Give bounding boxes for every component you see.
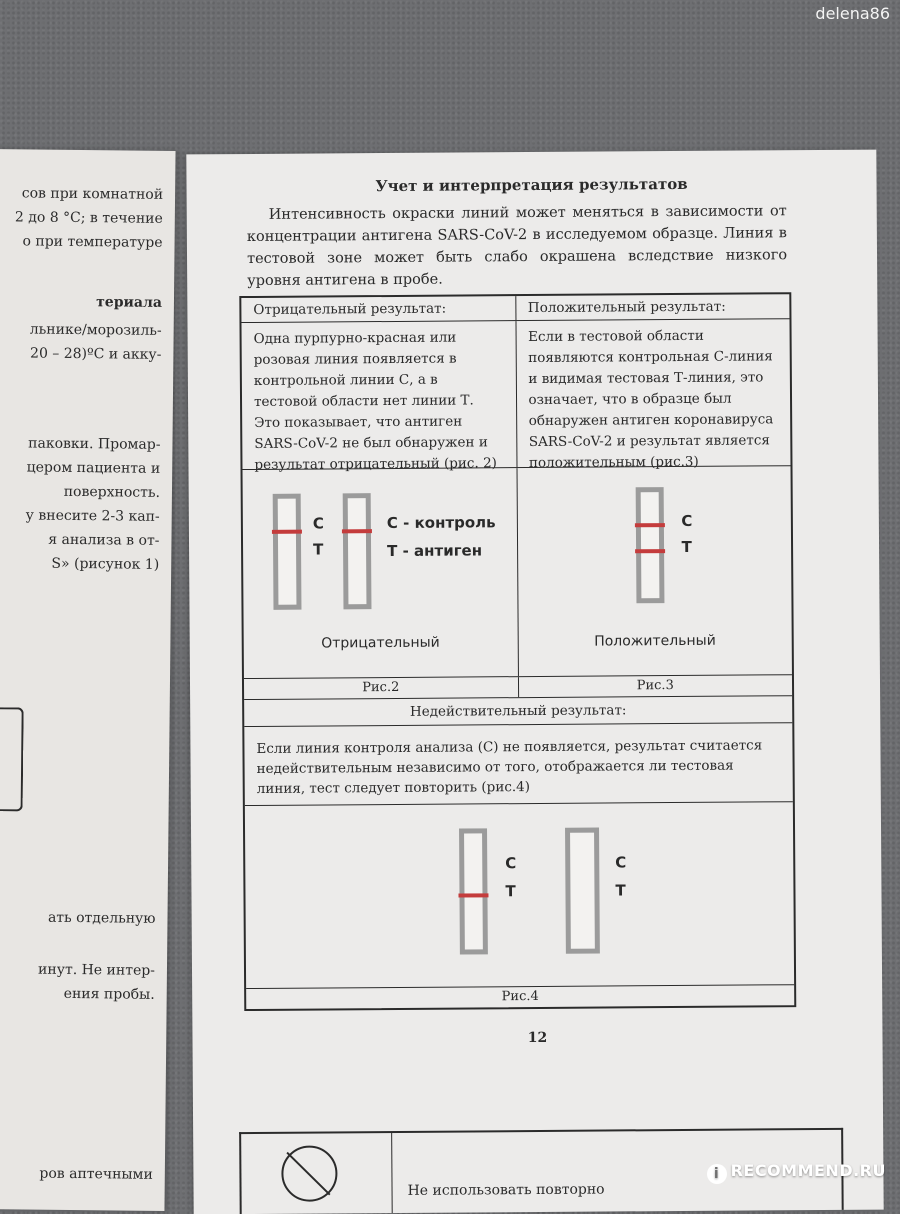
test-band xyxy=(635,549,665,553)
table-header-row xyxy=(241,294,789,323)
left-text-line: поверхность. xyxy=(63,483,161,501)
positive-figure xyxy=(516,466,792,676)
test-strip xyxy=(565,828,600,954)
negative-caption: Отрицательный xyxy=(321,634,440,652)
test-strip xyxy=(459,828,488,954)
left-heading: териала xyxy=(96,294,163,311)
positive-caption: Положительный xyxy=(594,632,716,650)
intro-paragraph xyxy=(247,200,788,292)
left-text-line: S» (рисунок 1) xyxy=(51,555,160,573)
t-label: Т xyxy=(505,882,516,901)
t-label: Т xyxy=(615,881,626,900)
do-not-reuse-icon xyxy=(281,1145,337,1201)
invalid-header: Недействительный результат: xyxy=(409,702,627,720)
table-figure-row xyxy=(243,466,792,679)
test-strip xyxy=(635,487,664,603)
left-text-line: льнике/морозиль- xyxy=(29,321,162,339)
t-label: Т xyxy=(313,540,324,559)
t-label: Т xyxy=(681,537,692,556)
left-text-line: инут. Не интер- xyxy=(38,961,156,979)
left-text-line: я анализа в от- xyxy=(48,531,160,549)
recommend-text: RECOMMEND.RU xyxy=(730,1161,886,1180)
control-legend: С - контроль xyxy=(386,513,496,533)
fig3-label: Рис.3 xyxy=(517,675,792,697)
left-figure-box xyxy=(0,707,24,811)
test-strip xyxy=(273,494,302,610)
left-text-line: ров аптечными xyxy=(39,1165,153,1183)
negative-header: Отрицательный результат: xyxy=(253,300,447,318)
test-strip xyxy=(343,493,372,609)
left-text-line: ать отдельную xyxy=(47,909,156,927)
invalid-figure xyxy=(245,802,794,988)
antigen-legend: Т - антиген xyxy=(387,541,483,561)
table-description-row xyxy=(241,319,790,473)
c-label: С xyxy=(681,511,693,530)
fig2-label: Рис.2 xyxy=(362,679,400,696)
left-text-line: паковки. Промар- xyxy=(28,435,161,453)
negative-description: Одна пурпурно-красная или розовая линия появляется в контрольной линии С, а в тестовой области нет линии Т. Это показывает, что антиген SARS-CoV-2 не был обнаружен и результат отрицательный (рис. 2) xyxy=(253,329,497,473)
invalid-header-row xyxy=(244,696,792,727)
left-text-line: у внесите 2-3 кап- xyxy=(25,507,160,525)
invalid-caption-row xyxy=(246,985,794,1009)
c-label: С xyxy=(505,854,517,873)
left-text-line: о при температуре xyxy=(22,233,163,251)
section-title: Учет и интерпретация результатов xyxy=(375,174,688,196)
invalid-figure-row xyxy=(245,802,794,989)
left-text-line: сов при комнатной xyxy=(21,185,164,203)
control-band xyxy=(272,530,302,534)
intro-text: Интенсивность окраски линий может меняться в зависимости от концентрации антигена SARS-CoV-2 в исследуемом образце. Линия в тестовой зоне может быть слабо окрашена вследствие низкого уровня антигена в пробе. xyxy=(246,203,788,289)
left-text-line: ения пробы. xyxy=(63,985,155,1003)
c-label: С xyxy=(615,853,627,872)
left-text-line: 20 – 28)ºС и акку- xyxy=(29,345,162,363)
recommend-watermark xyxy=(707,1161,886,1184)
control-band xyxy=(634,523,664,527)
page-number: 12 xyxy=(527,1029,548,1047)
invalid-description-row xyxy=(244,723,793,806)
positive-description: Если в тестовой области появляются контрольная С-линия и видимая тестовая Т-линия, это означает, что в образце был обнаружен антиген коронавируса SARS-CoV-2 и результат является положительным (рис.3) xyxy=(515,319,791,467)
results-table xyxy=(239,292,796,1011)
divider xyxy=(391,1133,393,1213)
control-band xyxy=(342,529,372,533)
test-band xyxy=(458,893,488,897)
invalid-description: Если линия контроля анализа (С) не появляется, результат считается недействительным независимо от того, отображается ли тестовая линия, тест следует повторить (рис.4) xyxy=(256,737,763,797)
recommend-logo-icon: i xyxy=(707,1164,727,1184)
watermark: delena86 xyxy=(815,4,890,23)
c-label: С xyxy=(312,514,324,533)
main-page xyxy=(186,150,883,1214)
left-text-line: цером пациента и xyxy=(26,459,161,477)
negative-figure xyxy=(243,468,518,678)
positive-header: Положительный результат: xyxy=(515,294,790,320)
fig4-label: Рис.4 xyxy=(501,988,539,1005)
left-text-line: 2 до 8 °С; в течение xyxy=(14,209,163,227)
do-not-reuse-text: Не использовать повторно xyxy=(407,1181,605,1199)
left-page xyxy=(0,149,176,1211)
